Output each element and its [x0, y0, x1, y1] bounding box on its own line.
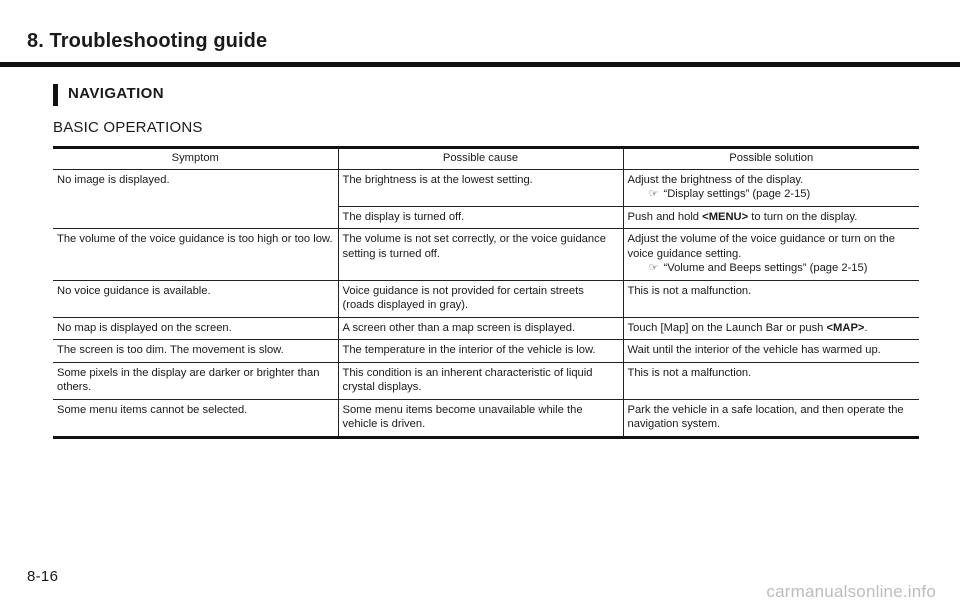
solution-cell: This is not a malfunction. [623, 362, 919, 399]
solution-text: . [864, 321, 868, 334]
solution-cell [623, 317, 919, 340]
table-header-row [53, 148, 919, 170]
solution-text: Push and hold [627, 210, 703, 223]
solution-text: Adjust the volume of the voice guidance or turn on the voice guidance setting. [627, 233, 895, 260]
table-row [53, 169, 919, 206]
symptom-cell: No voice guidance is available. [53, 280, 338, 317]
page-reference [628, 261, 915, 276]
symptom-cell: The screen is too dim. The movement is slow. [53, 340, 338, 363]
symptom-cell: No map is displayed on the screen. [53, 317, 338, 340]
map-key-label: <MAP> [826, 321, 865, 334]
section-title: NAVIGATION [68, 85, 164, 102]
cause-cell: The temperature in the interior of the vehicle is low. [338, 340, 623, 363]
solution-text: Adjust the brightness of the display. [627, 173, 804, 186]
reference-link-text: “Volume and Beeps settings” (page 2-15) [663, 262, 868, 274]
menu-key-label: <MENU> [702, 210, 749, 223]
table-row [53, 317, 919, 340]
header-possible-cause: Possible cause [338, 148, 623, 170]
chapter-title: 8. Troubleshooting guide [27, 30, 268, 52]
symptom-cell: The volume of the voice guidance is too high or too low. [53, 229, 338, 281]
table-row [53, 229, 919, 281]
solution-cell [623, 169, 919, 206]
cause-cell: The display is turned off. [338, 206, 623, 229]
symptom-cell: Some menu items cannot be selected. [53, 399, 338, 437]
cause-cell: The brightness is at the lowest setting. [338, 169, 623, 206]
solution-text: to turn on the display. [748, 210, 858, 223]
chapter-divider [0, 62, 960, 67]
troubleshooting-table [53, 146, 919, 439]
section-marker-bar [53, 84, 58, 106]
subsection-title: BASIC OPERATIONS [53, 119, 203, 136]
cause-cell: A screen other than a map screen is displayed. [338, 317, 623, 340]
pointing-hand-icon: ☞ [648, 262, 659, 274]
pointing-hand-icon: ☞ [648, 188, 659, 200]
cause-cell: This condition is an inherent characteristic of liquid crystal displays. [338, 362, 623, 399]
solution-cell: This is not a malfunction. [623, 280, 919, 317]
table-row [53, 362, 919, 399]
cause-cell: Voice guidance is not provided for certain streets (roads displayed in gray). [338, 280, 623, 317]
solution-cell [623, 229, 919, 281]
reference-link-text: “Display settings” (page 2-15) [663, 188, 811, 200]
symptom-cell: No image is displayed. [53, 169, 338, 229]
header-possible-solution: Possible solution [623, 148, 919, 170]
solution-text: Touch [Map] on the Launch Bar or push [627, 321, 827, 334]
table-row [53, 280, 919, 317]
symptom-cell: Some pixels in the display are darker or brighter than others. [53, 362, 338, 399]
header-symptom: Symptom [53, 148, 338, 170]
solution-cell: Wait until the interior of the vehicle has warmed up. [623, 340, 919, 363]
cause-cell: The volume is not set correctly, or the voice guidance setting is turned off. [338, 229, 623, 281]
solution-cell: Park the vehicle in a safe location, and then operate the navigation system. [623, 399, 919, 437]
watermark: carmanualsonline.info [766, 582, 936, 601]
cause-cell: Some menu items become unavailable while the vehicle is driven. [338, 399, 623, 437]
table-row [53, 340, 919, 363]
table-row [53, 399, 919, 437]
solution-cell [623, 206, 919, 229]
page-number: 8-16 [27, 568, 59, 585]
page-reference [628, 187, 915, 202]
